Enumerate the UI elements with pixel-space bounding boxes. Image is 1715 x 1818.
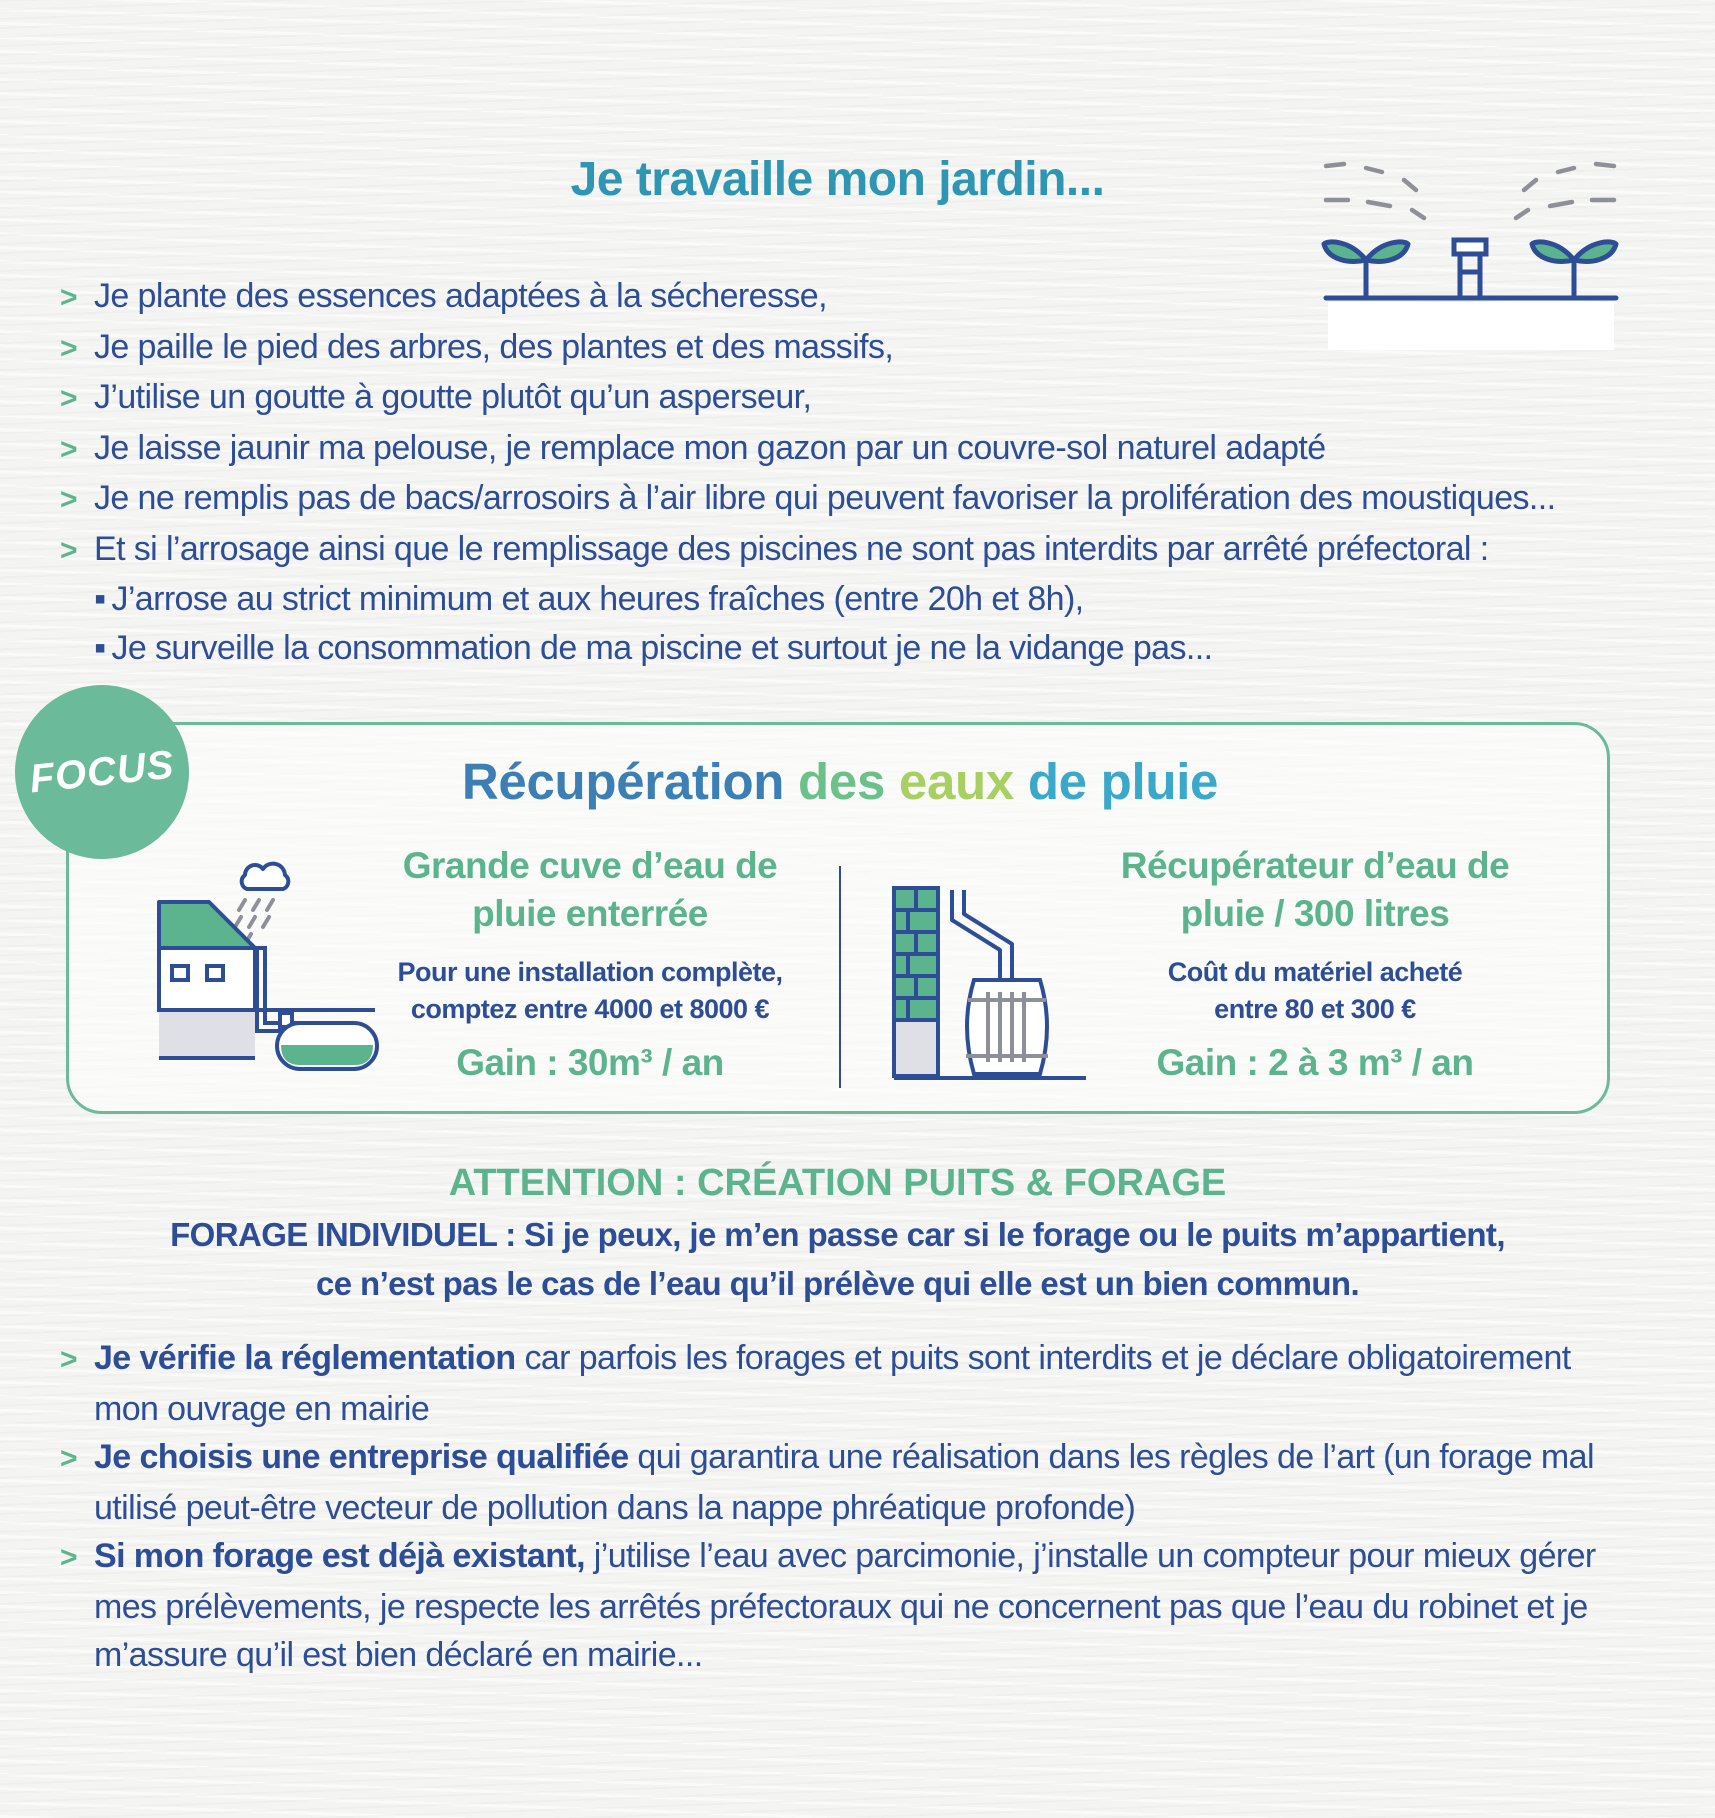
focus-badge: FOCUS (6, 676, 197, 867)
square-bullet-icon: ▪ (94, 580, 106, 618)
rain-barrel-icon (890, 880, 1090, 1085)
list-item: > Je choisis une entreprise qualifiée qui garantira une réalisation dans les règles de l’art (un forage mal utilisé peut-être vecteur de pollution dans la nappe phréatique profonde) (60, 1433, 1620, 1532)
left-column-gain: Gain : 30m³ / an (456, 1042, 724, 1083)
list-item: > Je paille le pied des arbres, des plantes et des massifs, (60, 323, 1620, 374)
list-item: > Je ne remplis pas de bacs/arrosoirs à l’air libre qui peuvent favoriser la prolifération des moustiques... (60, 474, 1620, 525)
right-column-title: Récupérateur d’eau de pluie / 300 litres (1120, 845, 1510, 934)
attention-title: ATTENTION : CRÉATION PUITS & FORAGE (448, 1162, 1227, 1204)
list-item: > Je plante des essences adaptées à la sécheresse, (60, 272, 1620, 323)
chevron-right-icon: > (60, 1541, 77, 1574)
left-focus-column (385, 842, 795, 1084)
garden-tips-list (60, 272, 1620, 672)
drilling-tips-list (60, 1334, 1620, 1680)
underground-tank-icon (155, 855, 385, 1085)
chevron-right-icon: > (60, 1343, 77, 1376)
square-bullet-icon: ▪ (94, 628, 106, 667)
sub-list-item: ▪ Je surveille la consommation de ma piscine et surtout je ne la vidange pas... (94, 628, 1213, 667)
list-item: > Si mon forage est déjà existant, j’utilise l’eau avec parcimonie, j’installe un compteur pour mieux gérer mes prélèvements, je respecte les arrêtés préfectoraux qui ne concernent pas que l’eau du robinet et je m’assure qu’il est bien déclaré en mairie... (60, 1532, 1620, 1680)
attention-text: FORAGE INDIVIDUEL : Si je peux, je m’en passe car si le forage ou le puits m’appartient, ce n’est pas le cas de l’eau qu’il prélève qui elle est un bien commun. (170, 1216, 1505, 1302)
page-title: Je travaille mon jardin... (570, 153, 1105, 206)
left-column-title: Grande cuve d’eau de pluie enterrée (402, 845, 778, 934)
chevron-right-icon: > (60, 1442, 77, 1475)
chevron-right-icon: > (60, 331, 77, 365)
column-divider (839, 866, 841, 1088)
chevron-right-icon: > (60, 432, 77, 466)
right-focus-column (1105, 842, 1525, 1084)
chevron-right-icon: > (60, 382, 77, 415)
right-column-gain: Gain : 2 à 3 m³ / an (1156, 1042, 1474, 1083)
list-item: > Je laisse jaunir ma pelouse, je remplace mon gazon par un couvre-sol naturel adapté (60, 424, 1620, 475)
list-item: > J’utilise un goutte à goutte plutôt qu’un asperseur, (60, 373, 1620, 424)
list-item: > Je vérifie la réglementation car parfois les forages et puits sont interdits et je déclare obligatoirement mon ouvrage en mairie (60, 1334, 1620, 1433)
chevron-right-icon: > (60, 281, 77, 314)
right-column-text: Coût du matériel acheté entre 80 et 300 € (1167, 957, 1463, 1024)
list-item: > Et si l’arrosage ainsi que le remplissage des piscines ne sont pas interdits par arrêté préfectoral : (60, 525, 1620, 576)
focus-title: Récupération des eaux de pluie (461, 753, 1219, 810)
chevron-right-icon: > (60, 483, 77, 516)
chevron-right-icon: > (60, 533, 77, 567)
sub-list-item: ▪ J’arrose au strict minimum et aux heures fraîches (entre 20h et 8h), (94, 580, 1084, 618)
left-column-text: Pour une installation complète, comptez entre 4000 et 8000 € (397, 957, 783, 1024)
